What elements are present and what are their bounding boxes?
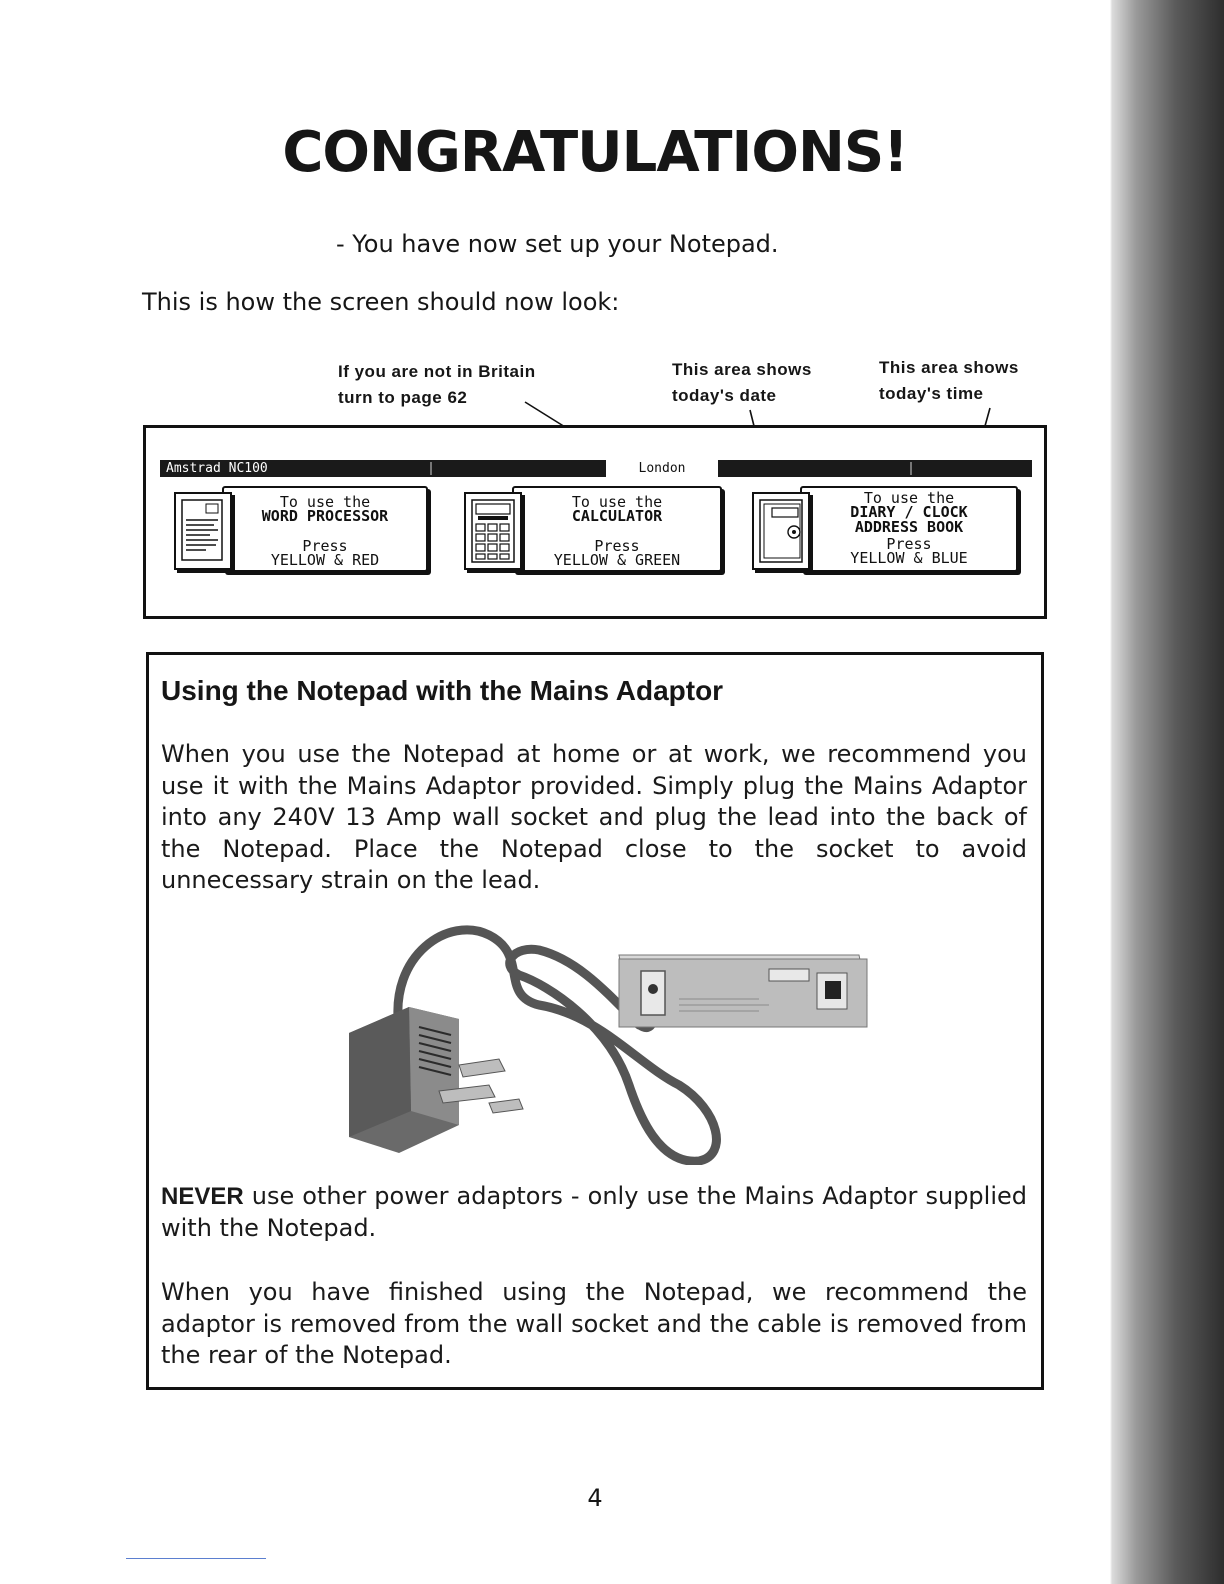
- card-keys: YELLOW & GREEN: [553, 551, 681, 569]
- card-line: To use the: [571, 493, 663, 511]
- section-heading: Using the Notepad with the Mains Adaptor: [161, 675, 724, 706]
- subtitle: - You have now set up your Notepad.: [336, 230, 779, 258]
- card-line: To use the: [863, 489, 955, 507]
- page-title: CONGRATULATIONS!: [282, 120, 908, 185]
- card-line: Press: [302, 537, 348, 555]
- card-keys: YELLOW & BLUE: [850, 549, 968, 567]
- calculator-card: [464, 486, 722, 572]
- notepad-screen: [143, 425, 1047, 619]
- card-line: Press: [886, 535, 932, 553]
- mains-paragraph-3: When you have finished using the Notepad, we recommend the adaptor is removed from the wall socket and the cable is removed from the rear of the Notepad.: [161, 1278, 1027, 1369]
- card-app-name: CALCULATOR: [571, 507, 663, 525]
- footer-rule: [126, 1558, 266, 1559]
- callout-britain: If you are not in Britain turn to page 62: [338, 362, 536, 407]
- page-edge-shadow: [1096, 0, 1224, 1584]
- card-app-name: WORD PROCESSOR: [261, 507, 389, 525]
- status-bar-location: London: [606, 460, 718, 477]
- status-bar-divider: [910, 462, 912, 475]
- status-bar: [160, 460, 1032, 477]
- card-line: Press: [594, 537, 640, 555]
- status-bar-divider: [430, 462, 432, 475]
- mains-paragraph-1: When you use the Notepad at home or at work, we recommend you use it with the Mains Adaptor provided. Simply plug the Mains Adaptor into any 240V 13 Amp wall socket and plug the lead into the back of the Notepad. Place the Notepad close to the socket to avoid unnecessary strain on the lead.: [161, 740, 1027, 894]
- diary-card: [752, 486, 1018, 572]
- status-bar-model-name: Amstrad NC100: [166, 461, 268, 476]
- card-app-name-2: ADDRESS BOOK: [854, 518, 964, 536]
- card-line: To use the: [279, 493, 371, 511]
- card-app-name: DIARY / CLOCK: [850, 503, 968, 521]
- mains-paragraph-2: [161, 1181, 1027, 1244]
- mains-paragraph-2-text: use other power adaptors - only use the Mains Adaptor supplied with the Notepad.: [161, 1182, 1027, 1242]
- word-processor-card: [174, 486, 428, 572]
- card-keys: YELLOW & RED: [270, 551, 380, 569]
- callout-time: This area shows today's time: [879, 358, 1019, 403]
- mains-adaptor-illustration: [339, 915, 879, 1165]
- callout-date: This area shows today's date: [672, 360, 812, 405]
- never-emphasis: NEVER: [161, 1183, 244, 1210]
- intro-text: This is how the screen should now look:: [142, 288, 620, 316]
- page-number: 4: [587, 1484, 603, 1512]
- mains-adaptor-section: [146, 652, 1044, 1390]
